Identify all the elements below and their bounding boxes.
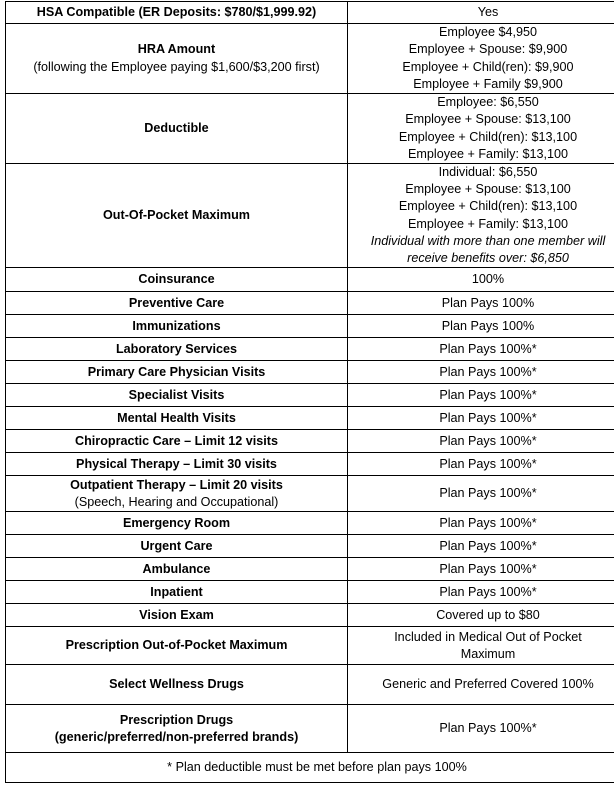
table-row <box>6 94 614 164</box>
benefit-value-cell <box>348 453 614 476</box>
benefit-label-cell <box>6 627 348 665</box>
benefit-label-cell <box>6 604 348 627</box>
benefit-value-cell <box>348 2 614 24</box>
benefit-value-cell <box>348 627 614 665</box>
benefit-value-line: Plan Pays 100% <box>441 318 535 333</box>
benefit-value-line: Plan Pays 100%* <box>439 584 537 599</box>
table-row <box>6 2 614 24</box>
benefit-value-line: Employee + Family $9,900 <box>413 76 563 91</box>
table-row <box>6 430 614 453</box>
benefit-label: Deductible <box>144 120 209 135</box>
benefit-value-cell <box>348 24 614 94</box>
benefit-label: Chiropractic Care – Limit 12 visits <box>75 433 278 448</box>
table-row <box>6 361 614 384</box>
table-row <box>6 24 614 94</box>
table-row <box>6 384 614 407</box>
benefit-value-line: Employee $4,950 <box>438 25 538 40</box>
benefit-label-cell <box>6 94 348 164</box>
benefit-label: Prescription Out-of-Pocket Maximum <box>65 638 288 653</box>
benefit-value-cell <box>348 581 614 604</box>
benefit-value-cell <box>348 384 614 407</box>
benefit-label-line2: (generic/preferred/non-preferred brands) <box>54 729 299 744</box>
benefit-value-cell <box>348 558 614 581</box>
benefit-value-line: Plan Pays 100% <box>441 295 535 310</box>
benefit-value-line: Employee + Family: $13,100 <box>408 216 568 231</box>
benefit-value-line: Plan Pays 100%* <box>439 456 537 471</box>
benefit-label-cell <box>6 24 348 94</box>
benefit-value-cell <box>348 315 614 338</box>
benefit-label: Immunizations <box>132 318 221 333</box>
benefit-value-cell <box>348 361 614 384</box>
table-row <box>6 705 614 753</box>
benefit-value-line: Plan Pays 100%* <box>439 515 537 530</box>
benefit-value-line: Employee + Child(ren): $13,100 <box>398 129 578 144</box>
benefit-label-cell <box>6 581 348 604</box>
benefit-value-line: Plan Pays 100%* <box>439 538 537 553</box>
benefit-label: Ambulance <box>142 561 211 576</box>
benefit-label-cell <box>6 315 348 338</box>
benefit-value-line: Employee: $6,550 <box>437 95 539 110</box>
benefit-label: Vision Exam <box>139 607 214 622</box>
benefit-value-line: Plan Pays 100%* <box>439 433 537 448</box>
benefit-value-cell <box>348 268 614 292</box>
benefit-label-cell <box>6 665 348 705</box>
benefit-value-line: Plan Pays 100%* <box>439 561 537 576</box>
benefit-value-line: Plan Pays 100%* <box>439 341 537 356</box>
benefit-label-cell <box>6 2 348 24</box>
benefit-label: Specialist Visits <box>128 387 225 402</box>
benefit-label-cell <box>6 453 348 476</box>
table-row <box>6 604 614 627</box>
benefit-value-line: Employee + Child(ren): $9,900 <box>402 59 574 74</box>
table-row <box>6 407 614 430</box>
benefit-value-cell <box>348 665 614 705</box>
table-row <box>6 292 614 315</box>
benefit-value-cell <box>348 604 614 627</box>
benefit-label-cell <box>6 476 348 512</box>
benefit-label-cell <box>6 430 348 453</box>
benefit-value-cell <box>348 292 614 315</box>
benefit-value-cell <box>348 512 614 535</box>
table-row <box>6 627 614 665</box>
benefit-value-line: Employee + Spouse: $9,900 <box>408 42 568 57</box>
table-row <box>6 476 614 512</box>
benefit-label: Outpatient Therapy – Limit 20 visits <box>70 477 283 492</box>
benefit-value-cell <box>348 94 614 164</box>
benefit-label: Urgent Care <box>140 538 213 553</box>
benefit-label: Physical Therapy – Limit 30 visits <box>76 456 277 471</box>
benefit-value-cell <box>348 535 614 558</box>
benefits-table <box>5 1 614 783</box>
table-footer-row <box>6 753 614 783</box>
benefit-label: Preventive Care <box>128 295 225 310</box>
benefit-value-line: 100% <box>471 272 505 287</box>
benefit-value-line: Covered up to $80 <box>436 607 540 622</box>
benefit-value-line: Employee + Child(ren): $13,100 <box>398 199 578 214</box>
benefit-label-cell <box>6 292 348 315</box>
table-row <box>6 558 614 581</box>
benefit-label: Emergency Room <box>122 515 231 530</box>
benefit-label: Coinsurance <box>138 272 215 287</box>
benefit-value-line: Generic and Preferred Covered 100% <box>382 677 594 692</box>
table-row <box>6 315 614 338</box>
table-row <box>6 665 614 705</box>
benefit-value-cell <box>348 407 614 430</box>
benefit-label-cell <box>6 535 348 558</box>
table-row <box>6 338 614 361</box>
benefit-value-line: Plan Pays 100%* <box>439 721 537 736</box>
benefit-value-line: Plan Pays 100%* <box>439 486 537 501</box>
benefit-value-line: Yes <box>477 4 499 19</box>
table-row <box>6 581 614 604</box>
benefit-value-cell <box>348 476 614 512</box>
benefit-value-line: Individual: $6,550 <box>438 165 538 179</box>
benefit-value-line: Maximum <box>460 646 516 661</box>
benefit-label: Inpatient <box>150 584 203 599</box>
benefit-label: Laboratory Services <box>115 341 238 356</box>
benefit-label: Prescription Drugs <box>119 712 234 727</box>
benefit-label-cell <box>6 361 348 384</box>
benefit-value-line: Plan Pays 100%* <box>439 387 537 402</box>
benefit-label-cell <box>6 384 348 407</box>
table-row <box>6 164 614 268</box>
benefit-label-cell <box>6 558 348 581</box>
benefit-label: Mental Health Visits <box>117 410 236 425</box>
benefit-label-cell <box>6 407 348 430</box>
table-row <box>6 268 614 292</box>
benefit-label-cell <box>6 338 348 361</box>
benefit-label: Primary Care Physician Visits <box>87 364 266 379</box>
benefit-value-line: Employee + Spouse: $13,100 <box>405 182 571 197</box>
benefit-value-line: Included in Medical Out of Pocket <box>394 629 582 644</box>
benefit-value-cell <box>348 164 614 268</box>
benefit-label-cell <box>6 512 348 535</box>
benefit-label-cell <box>6 164 348 268</box>
benefit-sublabel: (Speech, Hearing and Occupational) <box>74 494 279 509</box>
table-row <box>6 535 614 558</box>
benefit-label: HRA Amount <box>137 42 216 57</box>
benefit-label: HSA Compatible (ER Deposits: $780/$1,999.92) <box>36 4 317 19</box>
benefit-label: Out-Of-Pocket Maximum <box>103 208 250 222</box>
benefit-label-cell <box>6 268 348 292</box>
table-row <box>6 512 614 535</box>
benefit-value-line: Employee + Spouse: $13,100 <box>405 112 571 127</box>
benefit-value-line: Plan Pays 100%* <box>439 364 537 379</box>
benefit-value-note: Individual with more than one member will receive benefits over: $6,850 <box>370 233 606 266</box>
benefit-value-cell <box>348 338 614 361</box>
benefit-value-cell <box>348 430 614 453</box>
benefit-label: Select Wellness Drugs <box>109 677 244 692</box>
table-row <box>6 453 614 476</box>
benefit-value-line: Plan Pays 100%* <box>439 410 537 425</box>
benefit-sublabel: (following the Employee paying $1,600/$3,200 first) <box>33 59 320 74</box>
benefit-label-cell <box>6 705 348 753</box>
benefit-value-cell <box>348 705 614 753</box>
benefit-value-line: Employee + Family: $13,100 <box>408 146 568 161</box>
footnote: * Plan deductible must be met before plan pays 100% <box>6 753 614 783</box>
